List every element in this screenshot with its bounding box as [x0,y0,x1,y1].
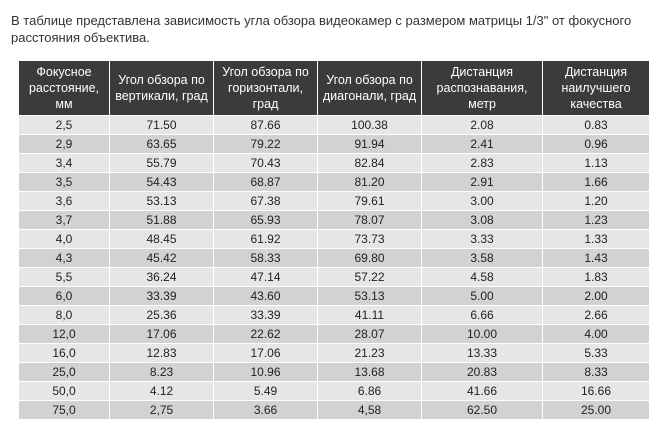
table-row [19,325,650,344]
cell-diagonal-angle: 41.11 [318,306,422,325]
table-row [19,363,650,382]
table-row [19,154,650,173]
cell-vertical-angle: 71.50 [110,116,214,135]
cell-vertical-angle: 48.45 [110,230,214,249]
cell-diagonal-angle: 13.68 [318,363,422,382]
cell-horizontal-angle: 33.39 [214,306,318,325]
cell-diagonal-angle: 91.94 [318,135,422,154]
cell-horizontal-angle: 67.38 [214,192,318,211]
cell-horizontal-angle: 22.62 [214,325,318,344]
cell-recognition-distance: 6.66 [422,306,543,325]
cell-diagonal-angle: 100.38 [318,116,422,135]
cell-vertical-angle: 51.88 [110,211,214,230]
cell-horizontal-angle: 70.43 [214,154,318,173]
cell-diagonal-angle: 21.23 [318,344,422,363]
focal-length-table [18,60,650,420]
cell-diagonal-angle: 78.07 [318,211,422,230]
cell-horizontal-angle: 17.06 [214,344,318,363]
cell-best-quality-distance: 4.00 [543,325,650,344]
cell-diagonal-angle: 6.86 [318,382,422,401]
cell-recognition-distance: 20.83 [422,363,543,382]
cell-horizontal-angle: 10.96 [214,363,318,382]
cell-best-quality-distance: 25.00 [543,401,650,420]
table-row [19,382,650,401]
cell-focal-length: 16,0 [19,344,110,363]
table-row [19,173,650,192]
cell-focal-length: 3,4 [19,154,110,173]
column-header-focal-length: Фокусное расстояние, мм [19,61,110,116]
cell-best-quality-distance: 1.23 [543,211,650,230]
cell-diagonal-angle: 53.13 [318,287,422,306]
cell-diagonal-angle: 69.80 [318,249,422,268]
cell-best-quality-distance: 0.83 [543,116,650,135]
cell-horizontal-angle: 5.49 [214,382,318,401]
table-row [19,116,650,135]
cell-focal-length: 8,0 [19,306,110,325]
cell-horizontal-angle: 61.92 [214,230,318,249]
column-header-recognition-distance: Дистанция распознавания, метр [422,61,543,116]
cell-vertical-angle: 2,75 [110,401,214,420]
cell-focal-length: 5,5 [19,268,110,287]
cell-recognition-distance: 2.41 [422,135,543,154]
table-row [19,192,650,211]
cell-vertical-angle: 53.13 [110,192,214,211]
cell-focal-length: 3,6 [19,192,110,211]
cell-diagonal-angle: 82.84 [318,154,422,173]
cell-focal-length: 3,7 [19,211,110,230]
cell-focal-length: 6,0 [19,287,110,306]
cell-recognition-distance: 13.33 [422,344,543,363]
cell-horizontal-angle: 47.14 [214,268,318,287]
table-row [19,401,650,420]
cell-focal-length: 25,0 [19,363,110,382]
cell-recognition-distance: 2.83 [422,154,543,173]
cell-vertical-angle: 25.36 [110,306,214,325]
cell-best-quality-distance: 5.33 [543,344,650,363]
cell-best-quality-distance: 1.66 [543,173,650,192]
cell-diagonal-angle: 73.73 [318,230,422,249]
cell-horizontal-angle: 43.60 [214,287,318,306]
cell-vertical-angle: 45.42 [110,249,214,268]
cell-best-quality-distance: 1.33 [543,230,650,249]
table-header-row [19,61,650,116]
cell-best-quality-distance: 1.20 [543,192,650,211]
table-row [19,268,650,287]
table-body [19,116,650,420]
table-row [19,287,650,306]
cell-best-quality-distance: 8.33 [543,363,650,382]
cell-diagonal-angle: 57.22 [318,268,422,287]
cell-recognition-distance: 41.66 [422,382,543,401]
cell-best-quality-distance: 2.66 [543,306,650,325]
cell-focal-length: 4,3 [19,249,110,268]
cell-recognition-distance: 5.00 [422,287,543,306]
cell-focal-length: 4,0 [19,230,110,249]
cell-best-quality-distance: 1.83 [543,268,650,287]
cell-vertical-angle: 36.24 [110,268,214,287]
cell-recognition-distance: 3.58 [422,249,543,268]
cell-vertical-angle: 33.39 [110,287,214,306]
intro-paragraph: В таблице представлена зависимость угла обзора видеокамер с размером матрицы 1/3" от фокусного расстояния объектива. [11,13,632,45]
cell-vertical-angle: 17.06 [110,325,214,344]
cell-focal-length: 2,5 [19,116,110,135]
cell-best-quality-distance: 0.96 [543,135,650,154]
cell-diagonal-angle: 79.61 [318,192,422,211]
table-header [19,61,650,116]
cell-focal-length: 50,0 [19,382,110,401]
cell-focal-length: 12,0 [19,325,110,344]
cell-recognition-distance: 62.50 [422,401,543,420]
cell-vertical-angle: 55.79 [110,154,214,173]
column-header-best-quality-distance: Дистанция наилучшего качества [543,61,650,116]
cell-horizontal-angle: 87.66 [214,116,318,135]
cell-diagonal-angle: 4,58 [318,401,422,420]
table-row [19,249,650,268]
cell-horizontal-angle: 68.87 [214,173,318,192]
cell-diagonal-angle: 81.20 [318,173,422,192]
cell-best-quality-distance: 2.00 [543,287,650,306]
column-header-horizontal-angle: Угол обзора по горизонтали, град [214,61,318,116]
cell-vertical-angle: 12.83 [110,344,214,363]
table-row [19,211,650,230]
cell-vertical-angle: 63.65 [110,135,214,154]
cell-recognition-distance: 10.00 [422,325,543,344]
cell-horizontal-angle: 65.93 [214,211,318,230]
cell-horizontal-angle: 3.66 [214,401,318,420]
column-header-vertical-angle: Угол обзора по вертикали, град [110,61,214,116]
cell-vertical-angle: 4.12 [110,382,214,401]
cell-recognition-distance: 3.00 [422,192,543,211]
column-header-diagonal-angle: Угол обзора по диагонали, град [318,61,422,116]
cell-vertical-angle: 8.23 [110,363,214,382]
cell-horizontal-angle: 79.22 [214,135,318,154]
table-row [19,230,650,249]
cell-focal-length: 3,5 [19,173,110,192]
focal-length-table-container [18,60,649,420]
cell-vertical-angle: 54.43 [110,173,214,192]
cell-diagonal-angle: 28.07 [318,325,422,344]
cell-recognition-distance: 4.58 [422,268,543,287]
cell-best-quality-distance: 1.43 [543,249,650,268]
cell-best-quality-distance: 1.13 [543,154,650,173]
cell-focal-length: 75,0 [19,401,110,420]
cell-focal-length: 2,9 [19,135,110,154]
cell-recognition-distance: 3.33 [422,230,543,249]
cell-horizontal-angle: 58.33 [214,249,318,268]
cell-recognition-distance: 3.08 [422,211,543,230]
cell-recognition-distance: 2.91 [422,173,543,192]
table-row [19,344,650,363]
table-row [19,306,650,325]
cell-recognition-distance: 2.08 [422,116,543,135]
cell-best-quality-distance: 16.66 [543,382,650,401]
table-row [19,135,650,154]
